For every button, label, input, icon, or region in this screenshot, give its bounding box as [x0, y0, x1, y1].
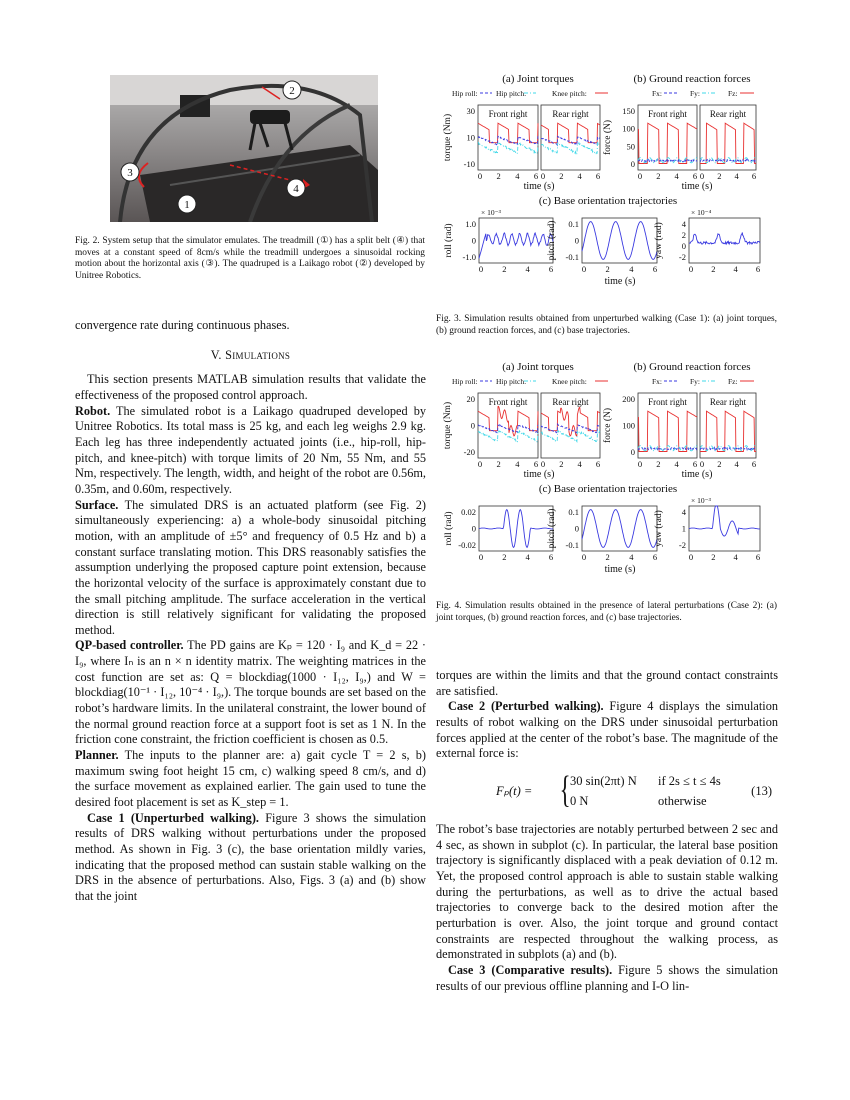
y-tick-label: -0.1 [565, 252, 579, 262]
x-tick-label: 0 [540, 459, 546, 469]
hip-pitch-series [478, 142, 538, 154]
section-heading: V. Simulations [210, 347, 291, 362]
y-tick-label: 0 [471, 523, 476, 534]
x-tick-label: 2 [656, 171, 661, 181]
legend-label: Fy: [690, 89, 701, 98]
fig3-caption: Fig. 3. Simulation results obtained from unperturbed walking (Case 1): (a) joint torques, (b) ground reaction forces, and (c) base trajectories. [436, 314, 777, 336]
equation-case-2: 0 N [570, 793, 589, 808]
subplot-title-c: (c) Base orientation trajectories [538, 483, 678, 495]
figure-3 [430, 70, 790, 295]
y-tick-label: 1 [681, 523, 686, 534]
x-tick-label: 0 [478, 264, 484, 274]
y-tick-label: 2 [681, 230, 686, 240]
knee-pitch-series [478, 123, 538, 143]
x-tick-label: 6 [652, 552, 658, 562]
paragraph: The robot’s base trajectories are notably perturbed between 2 sec and 4 sec, as shown in subplot (c). In particular, the lateral base position trajectory is significantly displaced with a peak deviation of 0.12 m. Yet, the proposed control approach is able to sustain stable walking during the perturbations, as well as to drive the actual based trajectories to converge back to the desired motion after the perturbation is over. Also, the joint torque and ground contact constraints are respected throughout the walking process, as demonstrated in subplots (a) and (b). [436, 821, 778, 962]
pitch-series [582, 222, 657, 260]
y-tick-label: 4 [681, 507, 686, 517]
legend-label: Fy: [690, 377, 701, 386]
equation-number: (13) [751, 783, 772, 798]
x-tick-label: 2 [496, 171, 501, 181]
x-axis-label: time (s) [523, 469, 555, 480]
fig4-caption: Fig. 4. Simulation results obtained in the presence of lateral perturbations (Case 2): (a) joint torques, (b) ground reaction forces, and (c) base trajectories. [436, 601, 777, 623]
run-in-heading: Case 1 (Unperturbed walking). [87, 810, 259, 825]
x-axis-label: time (s) [681, 181, 713, 192]
panel-label: Rear right [552, 397, 589, 407]
y-tick-label: 0 [681, 241, 686, 251]
y-tick-label: 20 [466, 394, 475, 404]
y-axis-label: yaw (rad) [654, 222, 664, 259]
y-tick-label: 30 [466, 106, 475, 116]
y-tick-label: 0.02 [461, 507, 476, 517]
x-tick-label: 6 [533, 459, 539, 469]
x-tick-label: 6 [751, 171, 757, 181]
paragraph-text: Figure 4 displays the simulation results of robot walking on the DRS under sinusoidal perturbation forces applied at the center of the robot’s base. The magnitude of the external force is: [436, 699, 778, 761]
paragraph-case3 [436, 963, 778, 994]
svg-text:4: 4 [293, 183, 299, 195]
y-axis-label: force (N) [603, 119, 613, 156]
panel-label: Rear right [709, 397, 747, 407]
y-axis-label: torque (Nm) [443, 401, 453, 450]
panel-label: Front right [488, 109, 528, 119]
legend-label: Knee pitch: [552, 377, 587, 386]
paragraph-case1 [75, 811, 426, 905]
y-tick-label: 4 [681, 219, 686, 229]
panel-label: Front right [648, 397, 687, 407]
roll-series [479, 510, 553, 548]
x-tick-label: 6 [692, 171, 698, 181]
y-tick-label: -0.1 [565, 540, 579, 550]
subplot-title-b: (b) Ground reaction forces [633, 361, 751, 373]
fx-series [638, 160, 697, 162]
x-tick-label: 0 [477, 459, 483, 469]
x-tick-label: 4 [629, 552, 634, 562]
svg-text:1: 1 [184, 199, 190, 211]
subplot-title-a: (a) Joint torques [502, 73, 574, 85]
yaw-series [689, 233, 760, 245]
paragraph-text: The inputs to the planner are: a) gait cycle T = 2 s, b) maximum swing foot height 15 cm, c) walking speed 8 cm/s, and d) the surface movement as explained earlier. The gain used to tune the desired foot placement is set as K_step = 1. [75, 748, 426, 810]
y-tick-label: -2 [678, 540, 686, 550]
yaw-series [689, 506, 760, 536]
hip-pitch-series [541, 431, 600, 443]
fx-series [700, 448, 756, 450]
roll-series [479, 233, 553, 259]
paragraph: convergence rate during continuous phases. [75, 318, 290, 332]
equation-condition-2: otherwise [658, 793, 707, 808]
x-tick-label: 2 [502, 264, 507, 274]
hip-pitch-series [541, 143, 600, 155]
y-tick-label: 200 [622, 394, 635, 404]
equation-condition-1: if 2s ≤ t ≤ 4s [658, 773, 721, 788]
y-axis-label: force (N) [603, 407, 613, 444]
legend-label: Hip pitch: [496, 377, 527, 386]
x-tick-label: 4 [525, 552, 530, 562]
legend-label: Fz: [728, 89, 738, 98]
paragraph-text: Figure 3 shows the simulation results of DRS walking without perturbations under the proposed method. As shown in Fig. 3 (c), the base orientation mildly varies, indicating that the proposed method can sustain stable walking on the DRS in the absence of perturbations. Also, Figs. 3 (a) and (b) show that the joint [75, 810, 426, 903]
x-tick-label: 4 [525, 264, 530, 274]
marker-1 [178, 195, 196, 213]
right-column [436, 668, 778, 994]
x-tick-label: 0 [540, 171, 546, 181]
y-tick-label: 0 [471, 235, 476, 246]
x-tick-label: 6 [533, 171, 539, 181]
x-tick-label: 4 [674, 171, 679, 181]
marker-4 [287, 179, 305, 197]
x-axis-label: time (s) [681, 469, 713, 480]
legend-label: Fx: [652, 89, 663, 98]
y-axis-label: roll (rad) [444, 511, 454, 546]
paragraph-qp [75, 638, 426, 748]
y-tick-label: 1.0 [465, 219, 476, 229]
subplot-title-c: (c) Base orientation trajectories [538, 195, 678, 207]
run-in-heading: Planner. [75, 748, 119, 763]
x-tick-label: 2 [605, 264, 610, 274]
marker-3 [121, 163, 139, 181]
y-axis-label: pitch (rad) [547, 220, 557, 261]
paragraph: torques are within the limits and that the ground contact constraints are satisfied. [436, 668, 778, 698]
panel-label: Rear right [552, 109, 589, 119]
svg-text:2: 2 [289, 85, 295, 97]
y-tick-label: -2 [678, 252, 686, 262]
paragraph-surface [75, 498, 426, 639]
y-tick-label: -20 [463, 447, 475, 457]
x-tick-label: 4 [577, 171, 582, 181]
x-tick-label: 2 [717, 459, 722, 469]
subplot-title-b: (b) Ground reaction forces [633, 73, 751, 85]
y-tick-label: 100 [622, 420, 635, 431]
roll-panel-frame [479, 218, 553, 263]
panel-label: Rear right [709, 109, 747, 119]
x-tick-label: 2 [559, 459, 564, 469]
marker-2 [283, 81, 301, 99]
x-tick-label: 6 [595, 171, 601, 181]
y-tick-label: 0.1 [568, 219, 579, 229]
x-tick-label: 2 [605, 552, 610, 562]
hip-roll-series [541, 424, 600, 433]
knee-pitch-series [541, 123, 600, 143]
fig2-caption: Fig. 2. System setup that the simulator emulates. The treadmill (①) has a split belt (④) that moves at a constant speed of 8cm/s while the treadmill undergoes a sinusoidal rocking motion about the horizontal axis (③). The quadruped is a Laikago robot (②) developed by Unitree Robotics. [75, 236, 425, 281]
x-tick-label: 6 [751, 459, 757, 469]
legend-label: Hip roll: [452, 377, 478, 386]
x-tick-label: 0 [477, 171, 483, 181]
equation-brace: { [559, 768, 571, 811]
y-tick-label: 0 [574, 523, 579, 534]
x-tick-label: 4 [674, 459, 679, 469]
axis-exponent: × 10⁻³ [481, 208, 501, 217]
equation-case-1: 30 sin(2πt) N [570, 773, 637, 788]
fx-series [638, 448, 697, 450]
yaw-panel-frame [689, 218, 760, 263]
panel-label: Front right [488, 397, 528, 407]
hip-roll-series [541, 137, 600, 146]
x-tick-label: 4 [629, 264, 634, 274]
y-tick-label: 0 [470, 420, 475, 431]
paragraph-case2 [436, 699, 778, 762]
y-tick-label: 100 [622, 123, 635, 134]
paragraph-text: The simulated robot is a Laikago quadruped developed by Unitree Robotics. Its total mass is 25 kg, and each leg weighs 2.9 kg. Each leg has three independently actuated joints (i.e., hip-roll, hip-pitch, and knee-pitch) with torque limits of 20 Nm, 55 Nm, and 55 Nm, respectively. The length, width, and height of the robot are 0.56m, 0.35m, and 0.60m, respectively. [75, 403, 426, 496]
x-axis-label: time (s) [604, 276, 636, 287]
x-tick-label: 0 [688, 264, 694, 274]
subplot-title-a: (a) Joint torques [502, 361, 574, 373]
y-tick-label: 0.1 [568, 507, 579, 517]
y-tick-label: 0 [630, 447, 635, 457]
y-tick-label: -1.0 [462, 252, 476, 262]
x-tick-label: 0 [637, 459, 643, 469]
x-tick-label: 6 [755, 552, 761, 562]
x-tick-label: 6 [692, 459, 698, 469]
paragraph-robot [75, 404, 426, 498]
y-axis-label: torque (Nm) [443, 113, 453, 162]
run-in-heading: Robot. [75, 403, 111, 418]
x-axis-label: time (s) [523, 181, 555, 192]
x-tick-label: 4 [515, 171, 520, 181]
y-tick-label: -0.02 [458, 540, 476, 550]
y-tick-label: 150 [622, 106, 635, 116]
x-tick-label: 2 [502, 552, 507, 562]
x-tick-label: 4 [733, 264, 738, 274]
equation-13 [436, 768, 778, 818]
y-tick-label: 10 [466, 132, 475, 143]
x-tick-label: 4 [733, 552, 738, 562]
knee-pitch-series [478, 406, 538, 436]
y-axis-label: pitch (rad) [547, 508, 557, 549]
equation-lhs: Fₚ(t) = [496, 783, 533, 798]
x-tick-label: 2 [711, 264, 716, 274]
axis-exponent: × 10⁻³ [691, 496, 711, 505]
x-tick-label: 4 [577, 459, 582, 469]
legend-label: Fz: [728, 377, 738, 386]
paragraph-planner [75, 748, 426, 811]
x-tick-label: 2 [496, 459, 501, 469]
x-tick-label: 6 [548, 552, 554, 562]
figure-4 [430, 358, 790, 583]
legend-label: Hip pitch: [496, 89, 527, 98]
fx-series [700, 160, 756, 162]
paragraph-text: Figure 5 shows the simulation results of our previous offline planning and I-O lin- [436, 962, 778, 993]
x-tick-label: 6 [652, 264, 658, 274]
y-tick-label: -10 [463, 159, 475, 169]
hip-pitch-series [478, 431, 538, 442]
x-tick-label: 4 [734, 171, 739, 181]
run-in-heading: Surface. [75, 497, 119, 512]
y-axis-label: roll (rad) [444, 223, 454, 258]
panel-label: Front right [648, 109, 687, 119]
x-tick-label: 2 [717, 171, 722, 181]
legend-label: Hip roll: [452, 89, 478, 98]
y-axis-label: yaw (rad) [654, 510, 664, 547]
pitch-series [582, 510, 657, 548]
x-tick-label: 0 [581, 552, 587, 562]
x-tick-label: 0 [688, 552, 694, 562]
y-tick-label: 0 [630, 159, 635, 169]
left-column [75, 318, 426, 905]
x-tick-label: 2 [711, 552, 716, 562]
paragraph-text: The PD gains are Kₚ = 120 · I₉ and K_d = 22 · I₉, where Iₙ is an n × n identity matrix. The weighting matrices in the cost function are set as: Q = blockdiag(1000 · I₁₂, I₉,) and W = blockdiag(10⁻¹ · I₁₂, 10⁻⁴ · I₉,). The torque bounds are set based on the robot’s hardware limits. In the unilateral constraint, the lower bound of the normal ground reaction force at a support foot is set as 1 N. In the friction cone constraint, the friction coefficient is chosen as 0.5. [75, 638, 427, 747]
x-tick-label: 0 [478, 552, 484, 562]
x-tick-label: 2 [656, 459, 661, 469]
paragraph: This section presents MATLAB simulation results that validate the effectiveness of the proposed control approach. [75, 372, 426, 402]
legend-label: Fx: [652, 377, 663, 386]
knee-pitch-series [541, 407, 600, 436]
run-in-heading: Case 3 (Comparative results). [448, 962, 613, 977]
y-tick-label: 0 [574, 235, 579, 246]
fig2-photo [110, 75, 378, 222]
paragraph-text: The simulated DRS is an actuated platform (see Fig. 2) simultaneously experiencing: a) a whole-body sinusoidal pitching motion, with an amplitude of ±5° and frequency of 0.5 Hz and b) a constant surface translating motion. This DRS reasonably satisfies the assumption underlying the proposed capture point extension, because the horizontal velocity of the surface is approximately constant due to the small pitching amplitude. The surface acceleration in the vertical direction is still relatively significant for validating the proposed method. [75, 497, 426, 637]
run-in-heading: Case 2 (Perturbed walking). [448, 699, 604, 714]
fy-series [700, 158, 756, 163]
run-in-heading: QP-based controller. [75, 638, 184, 653]
x-tick-label: 0 [581, 264, 587, 274]
x-tick-label: 0 [699, 459, 705, 469]
fy-series [700, 446, 756, 451]
x-tick-label: 6 [595, 459, 601, 469]
x-tick-label: 0 [699, 171, 705, 181]
axis-exponent: × 10⁻⁴ [691, 208, 712, 217]
x-tick-label: 4 [734, 459, 739, 469]
x-tick-label: 0 [637, 171, 643, 181]
x-tick-label: 6 [755, 264, 761, 274]
x-tick-label: 2 [559, 171, 564, 181]
svg-text:3: 3 [127, 167, 133, 179]
legend-label: Knee pitch: [552, 89, 587, 98]
x-axis-label: time (s) [604, 564, 636, 575]
y-tick-label: 50 [626, 141, 635, 152]
x-tick-label: 4 [515, 459, 520, 469]
x-tick-label: 6 [548, 264, 554, 274]
